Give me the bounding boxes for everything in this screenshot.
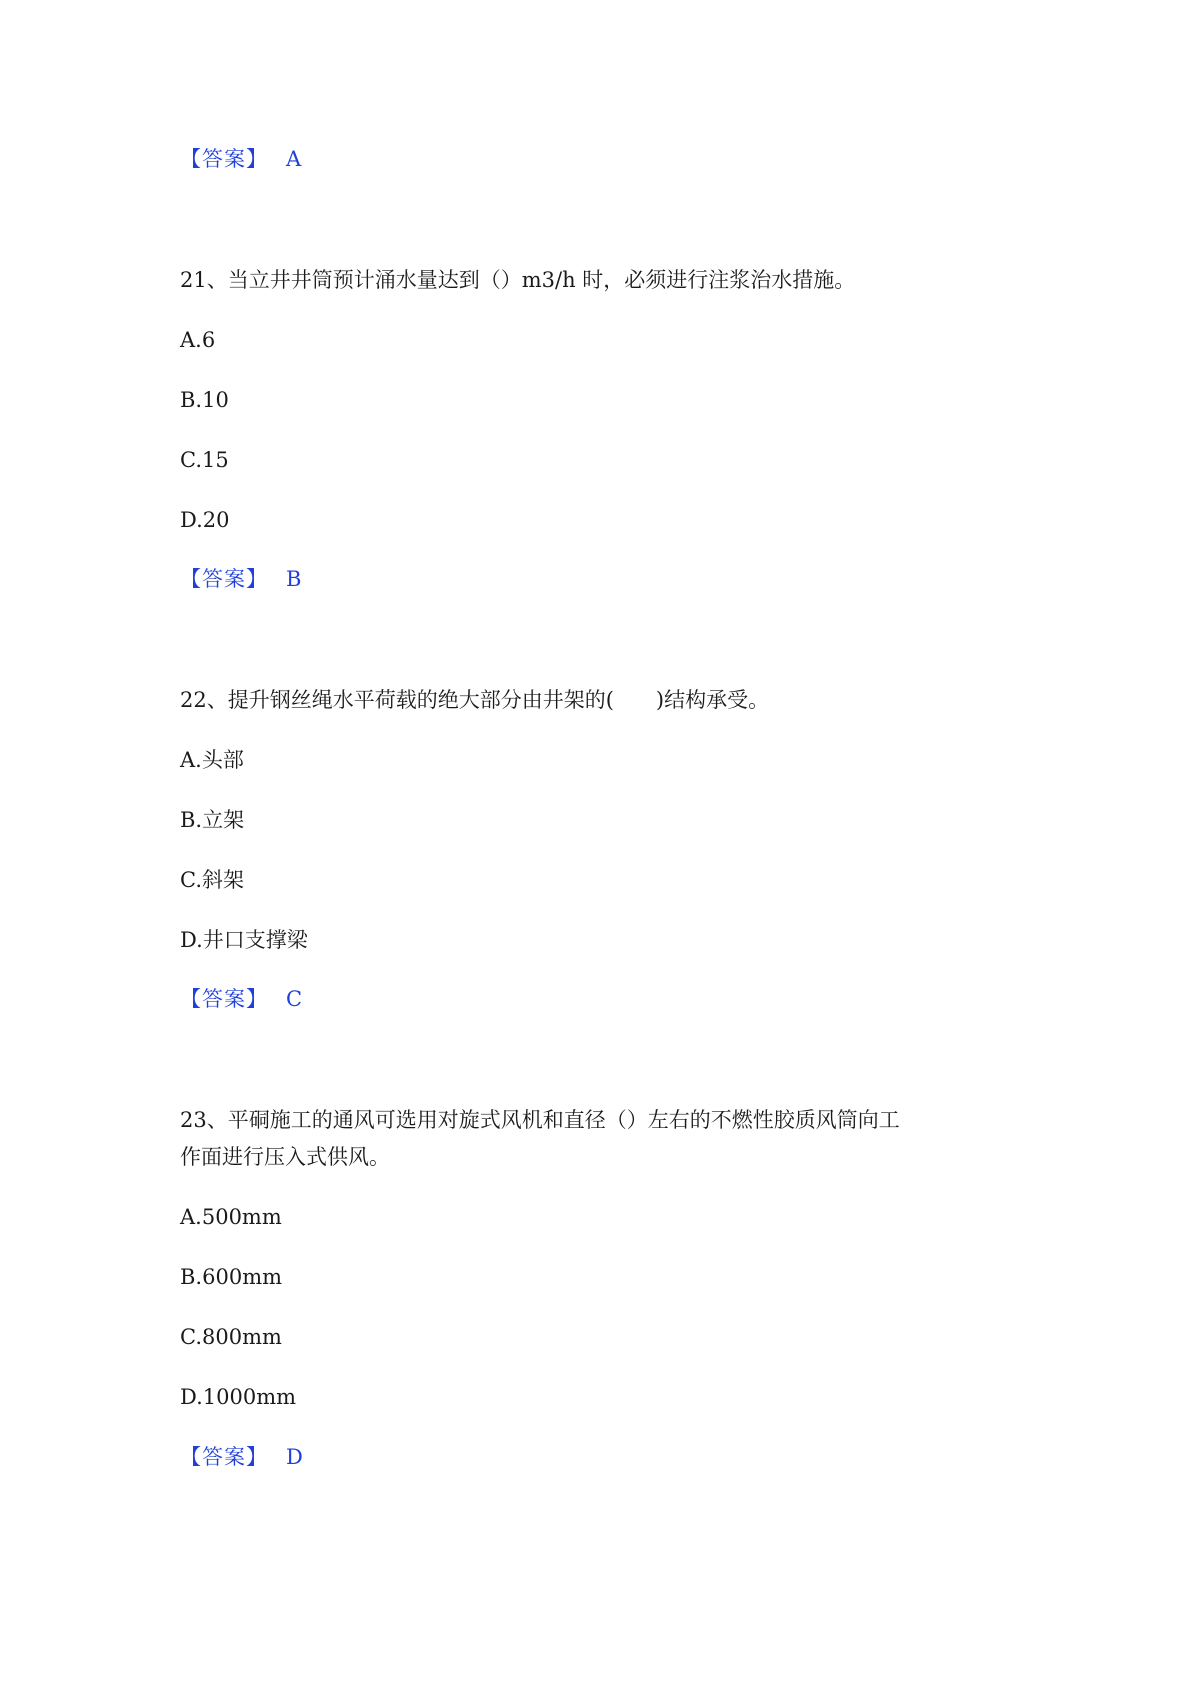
question-23-stem-line1: 23、平硐施工的通风可选用对旋式风机和直径（）左右的不燃性胶质风筒向工 bbox=[180, 1108, 900, 1132]
question-22-option-a: A.头部 bbox=[180, 748, 244, 772]
question-22-option-d: D.井口支撑梁 bbox=[180, 928, 308, 952]
question-23-option-a: A.500mm bbox=[180, 1205, 282, 1229]
question-21-option-c: C.15 bbox=[180, 448, 229, 472]
answer-label: 【答案】 bbox=[180, 147, 268, 171]
question-23-option-d: D.1000mm bbox=[180, 1385, 297, 1409]
answer-value: D bbox=[286, 1445, 303, 1469]
question-23-stem-line2: 作面进行压入式供风。 bbox=[180, 1145, 390, 1169]
answer-line-22 bbox=[180, 982, 302, 1016]
answer-value: A bbox=[286, 147, 302, 171]
question-22-option-b: B.立架 bbox=[180, 808, 245, 832]
question-22-stem: 22、提升钢丝绳水平荷载的绝大部分由井架的( )结构承受。 bbox=[180, 688, 770, 712]
answer-line-21 bbox=[180, 562, 301, 596]
question-21-stem: 21、当立井井筒预计涌水量达到（）m3/h 时，必须进行注浆治水措施。 bbox=[180, 268, 856, 292]
question-21-option-a: A.6 bbox=[180, 328, 216, 352]
answer-line-prev bbox=[180, 142, 301, 176]
question-23-option-b: B.600mm bbox=[180, 1265, 283, 1289]
answer-label: 【答案】 bbox=[180, 987, 268, 1011]
question-22-option-c: C.斜架 bbox=[180, 868, 244, 892]
answer-value: B bbox=[286, 567, 302, 591]
answer-label: 【答案】 bbox=[180, 567, 268, 591]
answer-line-23 bbox=[180, 1440, 303, 1474]
answer-label: 【答案】 bbox=[180, 1445, 268, 1469]
question-23-option-c: C.800mm bbox=[180, 1325, 282, 1349]
question-21-option-d: D.20 bbox=[180, 508, 230, 532]
question-21-option-b: B.10 bbox=[180, 388, 229, 412]
answer-value: C bbox=[286, 987, 303, 1011]
